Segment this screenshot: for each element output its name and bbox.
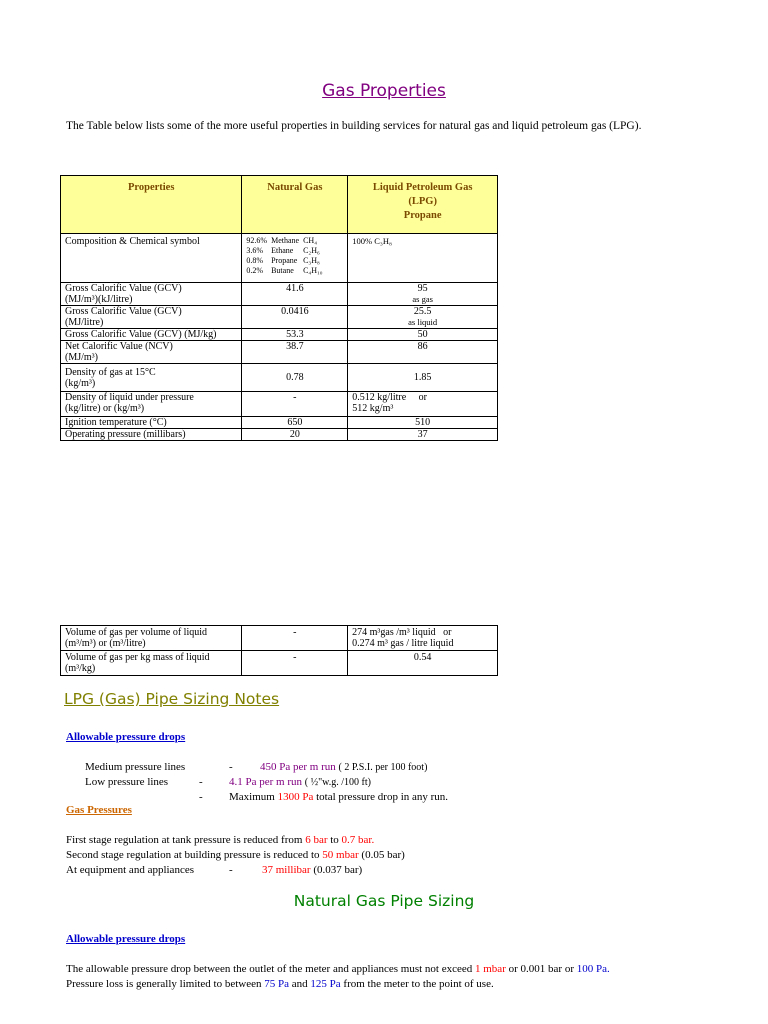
table-header-row	[61, 176, 498, 234]
header-properties: Properties	[61, 176, 242, 234]
equipment-pressure-value: 37 millibar (0.037 bar)	[262, 864, 363, 876]
medium-pressure-dash: -	[229, 761, 233, 773]
intro-paragraph: The Table below lists some of the more useful properties in building services for natural gas and liquid petroleum gas (LPG).	[66, 120, 642, 132]
medium-pressure-value: 450 Pa per m run ( 2 P.S.I. per 100 foot)	[260, 761, 428, 773]
equipment-pressure-dash: -	[229, 864, 233, 876]
low-pressure-dash: -	[199, 776, 203, 788]
gas-volume-table	[60, 625, 498, 676]
low-pressure-value: 4.1 Pa per m run ( ½"w.g. /100 ft)	[229, 776, 371, 788]
table-row: Density of liquid under pressure (kg/litre) or (kg/m³) - 0.512 kg/litre or 512 kg/m³	[61, 392, 498, 417]
header-lpg: Liquid Petroleum Gas (LPG) Propane	[348, 176, 498, 234]
low-pressure-label: Low pressure lines	[85, 776, 169, 788]
table-row: Volume of gas per kg mass of liquid (m³/kg) - 0.54	[61, 651, 498, 676]
table-row: Volume of gas per volume of liquid (m³/m³) or (m³/litre) - 274 m³gas /m³ liquid or 0.274 m³ gas / litre liquid	[61, 626, 498, 651]
lpg-pipe-sizing-heading: LPG (Gas) Pipe Sizing Notes	[64, 690, 280, 708]
max-pressure-dash: -	[199, 791, 203, 803]
gas-properties-table	[60, 175, 498, 441]
ng-pressure-paragraph-2: Pressure loss is generally limited to between 75 Pa and 125 Pa from the meter to the point of use.	[66, 978, 494, 990]
composition-label: Composition & Chemical symbol	[61, 234, 242, 283]
ng-allowable-pressure-link[interactable]: Allowable pressure drops	[66, 933, 186, 945]
table-row: Operating pressure (millibars) 20 37	[61, 429, 498, 441]
medium-pressure-label: Medium pressure lines	[85, 761, 186, 773]
second-stage-regulation: Second stage regulation at building pressure is reduced to 50 mbar (0.05 bar)	[66, 849, 405, 861]
first-stage-regulation: First stage regulation at tank pressure is reduced from 6 bar to 0.7 bar.	[66, 834, 375, 846]
table-row: Gross Calorific Value (GCV) (MJ/kg) 53.3 50	[61, 329, 498, 341]
max-pressure-text: Maximum 1300 Pa total pressure drop in any run.	[229, 791, 449, 803]
equipment-pressure-label: At equipment and appliances	[66, 864, 194, 876]
composition-lpg: 100% C₃H₈	[348, 234, 498, 283]
gas-pressures-link[interactable]: Gas Pressures	[66, 804, 132, 816]
table-row: Ignition temperature (°C) 650 510	[61, 417, 498, 429]
ng-pressure-paragraph-1: The allowable pressure drop between the outlet of the meter and appliances must not exceed 1 mbar or 0.001 bar or 100 Pa.	[66, 963, 610, 975]
composition-natural-gas: 92.6% 3.6% 0.8% 0.2% Methane Ethane Propane Butane CH₄ C₂H₆ C₃H₈ C₄H₁₀	[242, 234, 348, 283]
header-natural-gas: Natural Gas	[242, 176, 348, 234]
page-title: Gas Properties	[322, 81, 446, 101]
table-row: Density of gas at 15°C (kg/m³) 0.78 1.85	[61, 364, 498, 392]
lpg-allowable-pressure-link[interactable]: Allowable pressure drops	[66, 731, 186, 743]
table-row: Gross Calorific Value (GCV) (MJ/m³)(kJ/litre) 41.6 95 as gas	[61, 283, 498, 306]
natural-gas-pipe-sizing-heading: Natural Gas Pipe Sizing	[293, 892, 475, 910]
table-row: Net Calorific Value (NCV) (MJ/m³) 38.7 86	[61, 341, 498, 364]
table-row	[61, 234, 498, 283]
table-row: Gross Calorific Value (GCV) (MJ/litre) 0.0416 25.5 as liquid	[61, 306, 498, 329]
